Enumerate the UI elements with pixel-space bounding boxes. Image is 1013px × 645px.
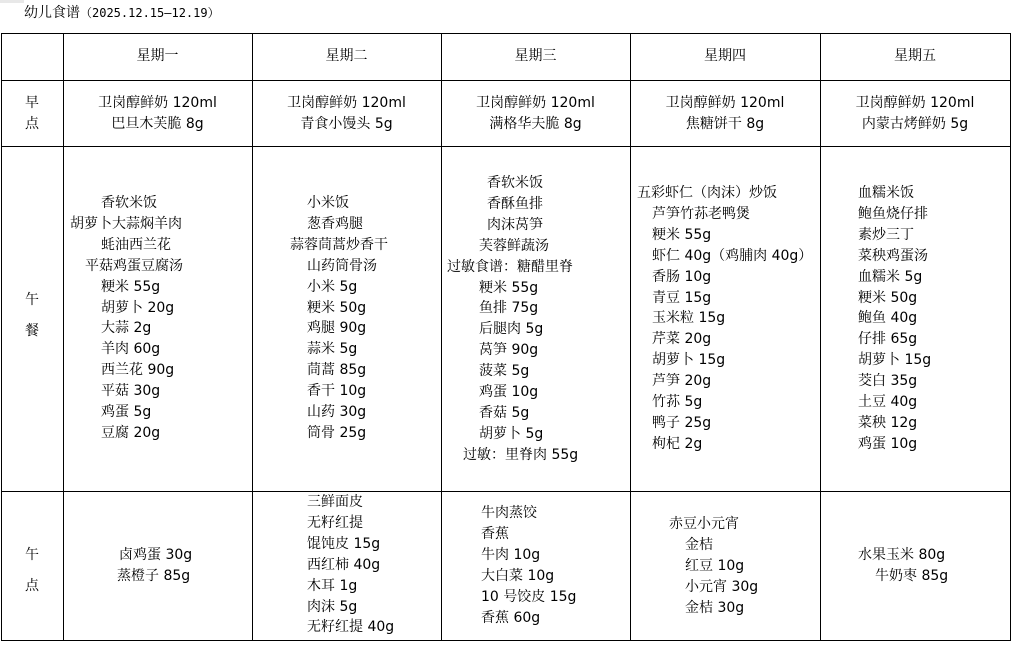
menu-item: 土豆 40g (858, 394, 918, 410)
menu-item: 香软米饭 (487, 175, 543, 191)
menu-item: 卫岗醇鲜奶 120ml (98, 95, 217, 111)
menu-item: 肉沫莴笋 (487, 216, 543, 233)
menu-item: 素炒三丁 (858, 226, 914, 243)
menu-item: 牛肉 10g (481, 546, 541, 563)
menu-item: 卫岗醇鲜奶 120ml (287, 95, 406, 111)
menu-item: 芦笋 20g (652, 373, 712, 390)
menu-item: 10 号饺皮 15g (481, 588, 577, 605)
menu-item: 茼蒿 85g (307, 362, 367, 379)
menu-item: 葱香鸡腿 (307, 215, 363, 232)
menu-item: 香酥鱼排 (487, 195, 543, 212)
menu-item: 青食小馒头 5g (300, 115, 393, 132)
menu-item: 小米饭 (307, 195, 349, 211)
menu-item: 西兰花 90g (101, 362, 175, 379)
menu-item: 无籽红提 (307, 514, 363, 531)
meal-label: 点 (25, 116, 39, 132)
meal-label: 早 (25, 95, 39, 111)
menu-item: 芦笋竹荪老鸭煲 (652, 205, 750, 222)
menu-item: 金桔 (685, 536, 713, 553)
menu-item: 香肠 10g (652, 268, 712, 285)
row-border (1, 491, 1011, 492)
menu-item: 卫岗醇鲜奶 120ml (476, 95, 595, 111)
menu-item: 西红柿 40g (307, 556, 381, 573)
menu-item: 木耳 1g (307, 577, 358, 594)
day-header: 星期四 (704, 48, 746, 64)
menu-item: 卤鸡蛋 30g (119, 547, 193, 563)
menu-item: 大白菜 10g (481, 567, 555, 584)
menu-item: 过敏：里脊肉 55g (463, 446, 579, 463)
menu-item: 虾仁 40g（鸡脯肉 40g） (652, 247, 813, 264)
menu-item: 茭白 35g (858, 373, 918, 390)
menu-item: 筒骨 25g (307, 424, 367, 441)
menu-item: 山药 30g (307, 404, 367, 420)
menu-item: 鲍鱼烧仔排 (858, 205, 928, 222)
menu-item: 胡萝卜 20g (101, 299, 175, 316)
menu-item: 仔排 65g (858, 331, 918, 348)
menu-item: 菜秧 12g (858, 414, 918, 431)
menu-item: 枸杞 2g (652, 435, 703, 452)
column-border (252, 33, 253, 641)
menu-item: 芹菜 20g (652, 331, 712, 348)
menu-item: 粳米 55g (479, 279, 539, 296)
menu-item: 小米 5g (307, 278, 358, 295)
menu-item: 鸭子 25g (652, 414, 712, 431)
meal-label: 午 (25, 547, 39, 563)
menu-item: 五彩虾仁（肉沫）炒饭 (637, 185, 777, 201)
menu-item: 满格华夫脆 8g (489, 115, 582, 132)
menu-item: 卫岗醇鲜奶 120ml (665, 95, 785, 111)
menu-item: 粳米 50g (858, 289, 918, 306)
menu-item: 玉米粒 15g (652, 310, 726, 327)
menu-item: 水果玉米 80g (858, 547, 946, 563)
column-border (820, 33, 821, 641)
day-header: 星期一 (136, 48, 179, 64)
menu-item: 金桔 30g (685, 599, 745, 616)
menu-item: 青豆 15g (652, 289, 712, 306)
menu-item: 大蒜 2g (101, 320, 152, 337)
column-border (441, 33, 442, 641)
menu-item: 红豆 10g (685, 557, 745, 574)
column-border (1, 33, 2, 641)
menu-item: 卫岗醇鲜奶 120ml (855, 95, 975, 111)
menu-item: 后腿肉 5g (479, 321, 544, 338)
menu-item: 粳米 55g (101, 278, 161, 295)
menu-item: 鸡蛋 5g (101, 404, 152, 420)
menu-item: 鲍鱼 40g (858, 310, 918, 327)
menu-item: 粳米 55g (652, 226, 712, 243)
menu-item: 无籽红提 40g (307, 619, 395, 636)
menu-item: 胡萝卜 5g (479, 425, 544, 442)
day-header: 星期二 (325, 48, 368, 64)
menu-item: 血糯米 5g (858, 268, 923, 285)
column-border (63, 33, 64, 641)
page-title (24, 2, 220, 22)
menu-item: 菠菜 5g (479, 363, 530, 380)
menu-item: 牛肉蒸饺 (481, 505, 537, 521)
row-border (1, 146, 1011, 147)
row-border (1, 640, 1011, 641)
menu-item: 蒸橙子 85g (117, 567, 191, 584)
menu-item: 平菇鸡蛋豆腐汤 (85, 257, 183, 274)
row-border (1, 33, 1011, 34)
menu-item: 过敏食谱：糖醋里脊 (447, 258, 573, 275)
menu-item: 肉沫 5g (307, 598, 358, 615)
menu-item: 鱼排 75g (479, 300, 539, 317)
day-header: 星期三 (514, 48, 557, 64)
meal-label: 餐 (25, 323, 39, 339)
menu-item: 竹荪 5g (652, 394, 703, 410)
meal-label: 点 (25, 578, 39, 594)
menu-item: 蚝油西兰花 (101, 236, 171, 253)
menu-item: 莴笋 90g (479, 342, 539, 359)
meal-label: 午 (25, 292, 39, 308)
menu-item: 平菇 30g (101, 383, 161, 400)
menu-item: 胡萝卜 15g (858, 352, 932, 369)
menu-item: 小元宵 30g (685, 578, 759, 595)
menu-item: 胡萝卜 15g (652, 352, 726, 369)
menu-item: 血糯米饭 (858, 185, 914, 201)
menu-item: 蒜米 5g (307, 341, 358, 358)
menu-item: 香菇 5g (479, 404, 530, 421)
title-text: 幼儿食谱 (24, 5, 80, 21)
menu-item: 芙蓉鲜蔬汤 (479, 237, 549, 254)
menu-item: 粳米 50g (307, 299, 367, 316)
menu-item: 巴旦木芙脆 8g (111, 115, 204, 132)
menu-item: 鸡蛋 10g (479, 384, 539, 400)
menu-item: 焦糖饼干 8g (685, 115, 765, 132)
column-border (630, 33, 631, 641)
menu-item: 鸡蛋 10g (858, 435, 918, 452)
menu-item: 香蕉 60g (481, 609, 541, 626)
column-border (1010, 33, 1011, 641)
menu-item: 羊肉 60g (101, 341, 161, 358)
menu-item: 三鲜面皮 (307, 494, 363, 510)
menu-item: 豆腐 20g (101, 424, 161, 441)
menu-item: 鸡腿 90g (307, 320, 367, 337)
date-range: （2025.12.15—12.19） (80, 6, 220, 20)
menu-item: 内蒙古烤鲜奶 5g (861, 115, 969, 132)
menu-item: 香蕉 (481, 525, 509, 542)
day-header: 星期五 (894, 48, 936, 64)
menu-item: 香干 10g (307, 383, 367, 400)
corner-marker (0, 0, 24, 3)
menu-item: 牛奶枣 85g (875, 567, 949, 584)
menu-item: 菜秧鸡蛋汤 (858, 247, 928, 264)
menu-item: 胡萝卜大蒜焖羊肉 (70, 215, 182, 232)
menu-item: 馄饨皮 15g (307, 535, 381, 552)
row-border (1, 80, 1011, 81)
menu-item: 赤豆小元宵 (669, 516, 739, 532)
menu-item: 山药筒骨汤 (307, 257, 377, 274)
menu-item: 蒜蓉茼蒿炒香干 (290, 236, 388, 253)
menu-item: 香软米饭 (101, 195, 157, 211)
